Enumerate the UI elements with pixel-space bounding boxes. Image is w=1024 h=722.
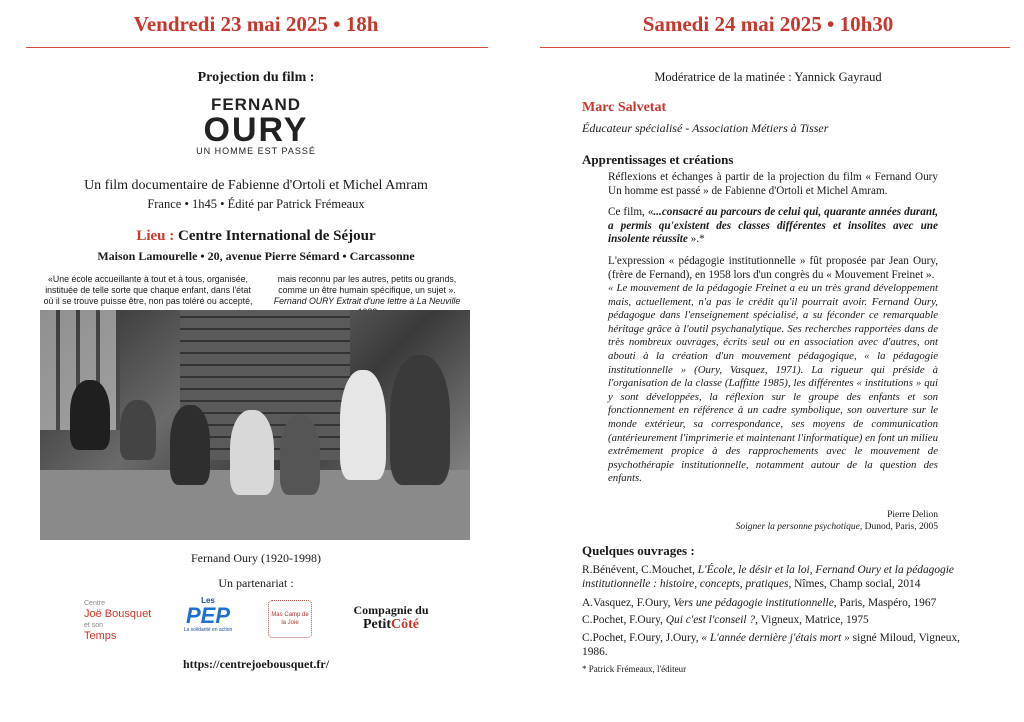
delion-quote: « Le mouvement de la pédagogie Freinet a eu un très grand développement mais, actuellement, n'a pas le crédit qu'il pourrait avoir. Fernand Oury, pédagogue dans l'enseignement spécialisé, a su féconder ce remarquable héritage grâce à l'outil psychanalytique. Ses recherches rapportées dans de très nombreux ouvrages, écrits seul ou en association avec d'autres, ont abouti à la création d'un mouvement pédagogique, « la pédagogie institutionnelle » (Oury, Vasquez, 1971). La rigueur qui préside à l'organisation de la classe (Laffitte 1985), les différentes « institutions » qui y sont développées, la réflexion sur le groupe des enfants et son fonctionnement en référence à un cadre symbolique, son ouverture sur le monde extérieur, sa correspondance, ses moyens de communication (antérieurement l'imprimerie et maintenant l'informatique) en font un milieu extrêmement propice à des rapprochements avec le mouvement de psychothérapie institutionnelle, notamment autour de la question des enfants. — [608, 282, 938, 485]
logo-mas-camp: Mas Camp de la Joie — [268, 600, 312, 638]
work-item: R.Bénévent, C.Mouchet, L'École, le désir et la loi, Fernand Oury et la pédagogie institutionnelle : histoire, concepts, pratiques, Nîmes, Champ social, 2014 — [582, 564, 954, 590]
projection-title: Projection du film : — [197, 70, 315, 85]
photo-caption: Fernand Oury (1920-1998) — [191, 551, 321, 565]
address: Maison Lamourelle • 20, avenue Pierre Sémard • Carcassonne — [97, 249, 415, 263]
moderator: Modératrice de la matinée : Yannick Gayraud — [654, 70, 882, 84]
quote-attribution-block: Pierre Delion Soigner la personne psychotique, Dunod, Paris, 2005 — [608, 509, 938, 533]
quote-right: mais reconnu par les autres, petits ou grands, comme un être humain spécifique, un sujet ». — [277, 274, 457, 295]
lieu-label: Lieu : — [136, 228, 175, 244]
right-date-header: Samedi 24 mai 2025 • 10h30 — [642, 11, 894, 36]
works-title: Quelques ouvrages : — [582, 543, 695, 558]
logo-les-pep: Les PEP La solidarité en action — [183, 596, 233, 633]
expression-paragraph: L'expression « pédagogie institutionnelle » fût proposée par Jean Oury, (frère de Fernand), en 1958 lors d'un congrès du « Mouvement Freinet ». — [608, 255, 938, 281]
work-item: C.Pochet, F.Oury, Qui c'est l'conseil ?, Vigneux, Matrice, 1975 — [582, 614, 869, 626]
film-logo — [156, 96, 356, 157]
quote-left: «Une école accueillante à tout et à tous, organisée, instituée de telle sorte que chaque enfant, dans l'état où il se trouve puisse être, non pas toléré ou accepté, — [43, 274, 253, 306]
speaker-role: Éducateur spécialisé - Association Métiers à Tisser — [582, 121, 829, 135]
film-description: Un film documentaire de Fabienne d'Ortoli et Michel Amram — [84, 178, 428, 193]
fernand-oury-photo — [40, 310, 470, 540]
intro-paragraph: Réflexions et échanges à partir de la projection du film « Fernand Oury Un homme est passé » de Fabienne d'Ortoli et Michel Amram. — [608, 171, 938, 197]
work-item: C.Pochet, F.Oury, J.Oury, « L'année dernière j'étais mort » signé Miloud, Vigneux, 1986. — [582, 632, 960, 658]
footnote: * Patrick Frémeaux, l'éditeur — [582, 664, 687, 674]
logo-fernand: FERNAND — [210, 95, 302, 114]
partners-label: Un partenariat : — [218, 576, 294, 590]
quote-source-title: Soigner la personne psychotique — [735, 522, 860, 532]
quote-author: Pierre Delion — [887, 510, 938, 520]
logo-oury: OURY — [203, 111, 309, 149]
left-date-header: Vendredi 23 mai 2025 • 18h — [133, 11, 379, 36]
section-title: Apprentissages et créations — [582, 152, 734, 167]
left-header-rule — [26, 47, 488, 48]
logo-compagnie-petit-cote: Compagnie du PetitCôté — [353, 603, 429, 632]
film-summary-paragraph: Ce film, «...consacré au parcours de celui qui, quarante années durant, a permis qu'existent des classes différentes et insolites avec une insolente réussite ».* — [608, 206, 938, 246]
logo-tagline: UN HOMME EST PASSÉ — [196, 146, 316, 156]
website-link[interactable]: https://centrejoebousquet.fr/ — [182, 657, 330, 671]
lieu-value: Centre International de Séjour — [178, 228, 376, 244]
film-meta: France • 1h45 • Édité par Patrick Frémeaux — [147, 197, 365, 211]
speaker-name: Marc Salvetat — [582, 100, 667, 115]
logo-centre-joe-bousquet: Centre Joë Bousquet et son Temps — [84, 600, 152, 642]
right-header-rule — [540, 47, 1010, 48]
lieu-line — [0, 228, 512, 245]
work-item: A.Vasquez, F.Oury, Vers une pédagogie institutionnelle, Paris, Maspéro, 1967 — [582, 597, 937, 609]
quote-attribution: Fernand OURY Extrait d'une lettre à La Neuville — [273, 296, 461, 306]
